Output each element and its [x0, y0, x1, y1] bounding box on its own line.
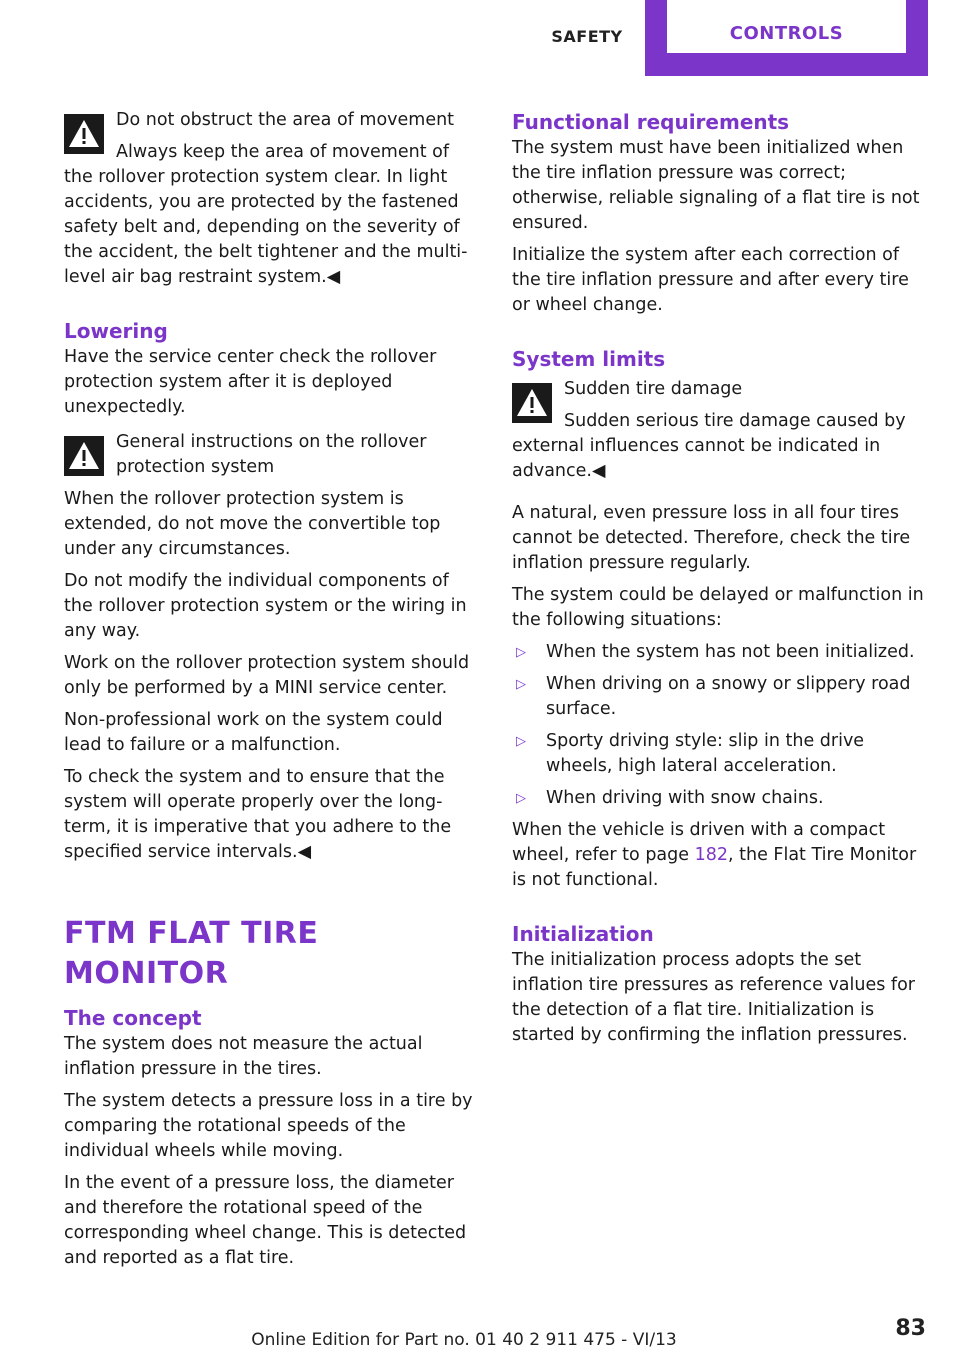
paragraph: When the rollover protection system is extended, do not move the convertible top under any circumstances.: [64, 489, 441, 559]
warning-block: [512, 377, 930, 484]
left-column: [64, 108, 482, 1278]
right-column: [512, 108, 930, 1055]
warning-text: Sudden serious tire damage caused by external influences cannot be indicated in advance.◀: [512, 411, 906, 481]
section-heading-initialization: Initialization: [512, 922, 654, 946]
bullet-list: [512, 640, 930, 811]
paragraph: Non-professional work on the system could lead to failure or a malfunction.: [64, 710, 443, 755]
tab-controls-label: CONTROLS: [667, 0, 906, 53]
warning-text: Always keep the area of movement of the rollover protection system clear. In light accidents, you are protected by the fastened safety belt and, depending on the severity of the accident, the belt tightener and the multi-level air bag restraint system.◀: [64, 142, 468, 287]
paragraph: In the event of a pressure loss, the diameter and therefore the rotational speed of the corresponding wheel change. This is detected and reported as a flat tire.: [64, 1173, 467, 1268]
triangle-bullet-icon: ▷: [516, 734, 526, 749]
triangle-bullet-icon: ▷: [516, 791, 526, 806]
tab-controls[interactable]: [645, 0, 928, 76]
paragraph: Work on the rollover protection system should only be performed by a MINI service center.: [64, 653, 470, 698]
warning-icon: [64, 114, 104, 154]
chapter-heading-ftm: FTM FLAT TIRE MONITOR: [64, 916, 319, 991]
paragraph: The initialization process adopts the set inflation tire pressures as reference values for the detection of a flat tire. Initialization is started by confirming the inflation pressures.: [512, 950, 915, 1045]
page-number: 83: [895, 1316, 926, 1341]
warning-icon: [64, 436, 104, 476]
list-item: ▷ Sporty driving style: slip in the drive wheels, high lateral acceleration.: [516, 731, 865, 776]
section-heading-functional: Functional requirements: [512, 110, 790, 134]
paragraph: The system could be delayed or malfunction in the following situations:: [512, 585, 924, 630]
paragraph: When the vehicle is driven with a compact wheel, refer to page 182, the Flat Tire Monitor is not functional.: [512, 820, 917, 890]
list-item: ▷ When the system has not been initialized.: [512, 640, 930, 665]
warning-block: [64, 108, 482, 290]
paragraph: The system must have been initialized when the tire inflation pressure was correct; otherwise, reliable signaling of a flat tire is not ensured.: [512, 138, 920, 233]
paragraph: A natural, even pressure loss in all four tires cannot be detected. Therefore, check the tire inflation pressure regularly.: [512, 503, 911, 573]
section-heading-concept: The concept: [64, 1006, 202, 1030]
list-item: ▷ When driving on a snowy or slippery road surface.: [516, 674, 911, 719]
footer-edition: Online Edition for Part no. 01 40 2 911 475 - VI/13: [251, 1330, 677, 1350]
warning-block: [64, 430, 482, 480]
warning-title: Do not obstruct the area of movement: [116, 110, 455, 130]
paragraph: Initialize the system after each correction of the tire inflation pressure and after every tire or wheel change.: [512, 245, 909, 315]
paragraph: The system does not measure the actual inflation pressure in the tires.: [64, 1034, 423, 1079]
paragraph: Have the service center check the rollover protection system after it is deployed unexpectedly.: [64, 347, 437, 417]
paragraph: To check the system and to ensure that the system will operate properly over the long-term, it is imperative that you adhere to the specified service intervals.◀: [64, 767, 452, 862]
triangle-bullet-icon: ▷: [516, 677, 526, 692]
section-heading-limits: System limits: [512, 347, 666, 371]
triangle-bullet-icon: ▷: [516, 645, 526, 660]
paragraph: Do not modify the individual components of the rollover protection system or the wiring in any way.: [64, 571, 467, 641]
tab-safety[interactable]: SAFETY: [551, 27, 623, 46]
warning-title: Sudden tire damage: [564, 379, 743, 399]
section-heading-lowering: Lowering: [64, 319, 168, 343]
warning-icon: [512, 383, 552, 423]
list-item: ▷ When driving with snow chains.: [512, 786, 930, 811]
page-link[interactable]: 182: [694, 845, 728, 865]
warning-title: General instructions on the rollover protection system: [116, 432, 427, 477]
paragraph: The system detects a pressure loss in a tire by comparing the rotational speeds of the individual wheels while moving.: [64, 1091, 473, 1161]
